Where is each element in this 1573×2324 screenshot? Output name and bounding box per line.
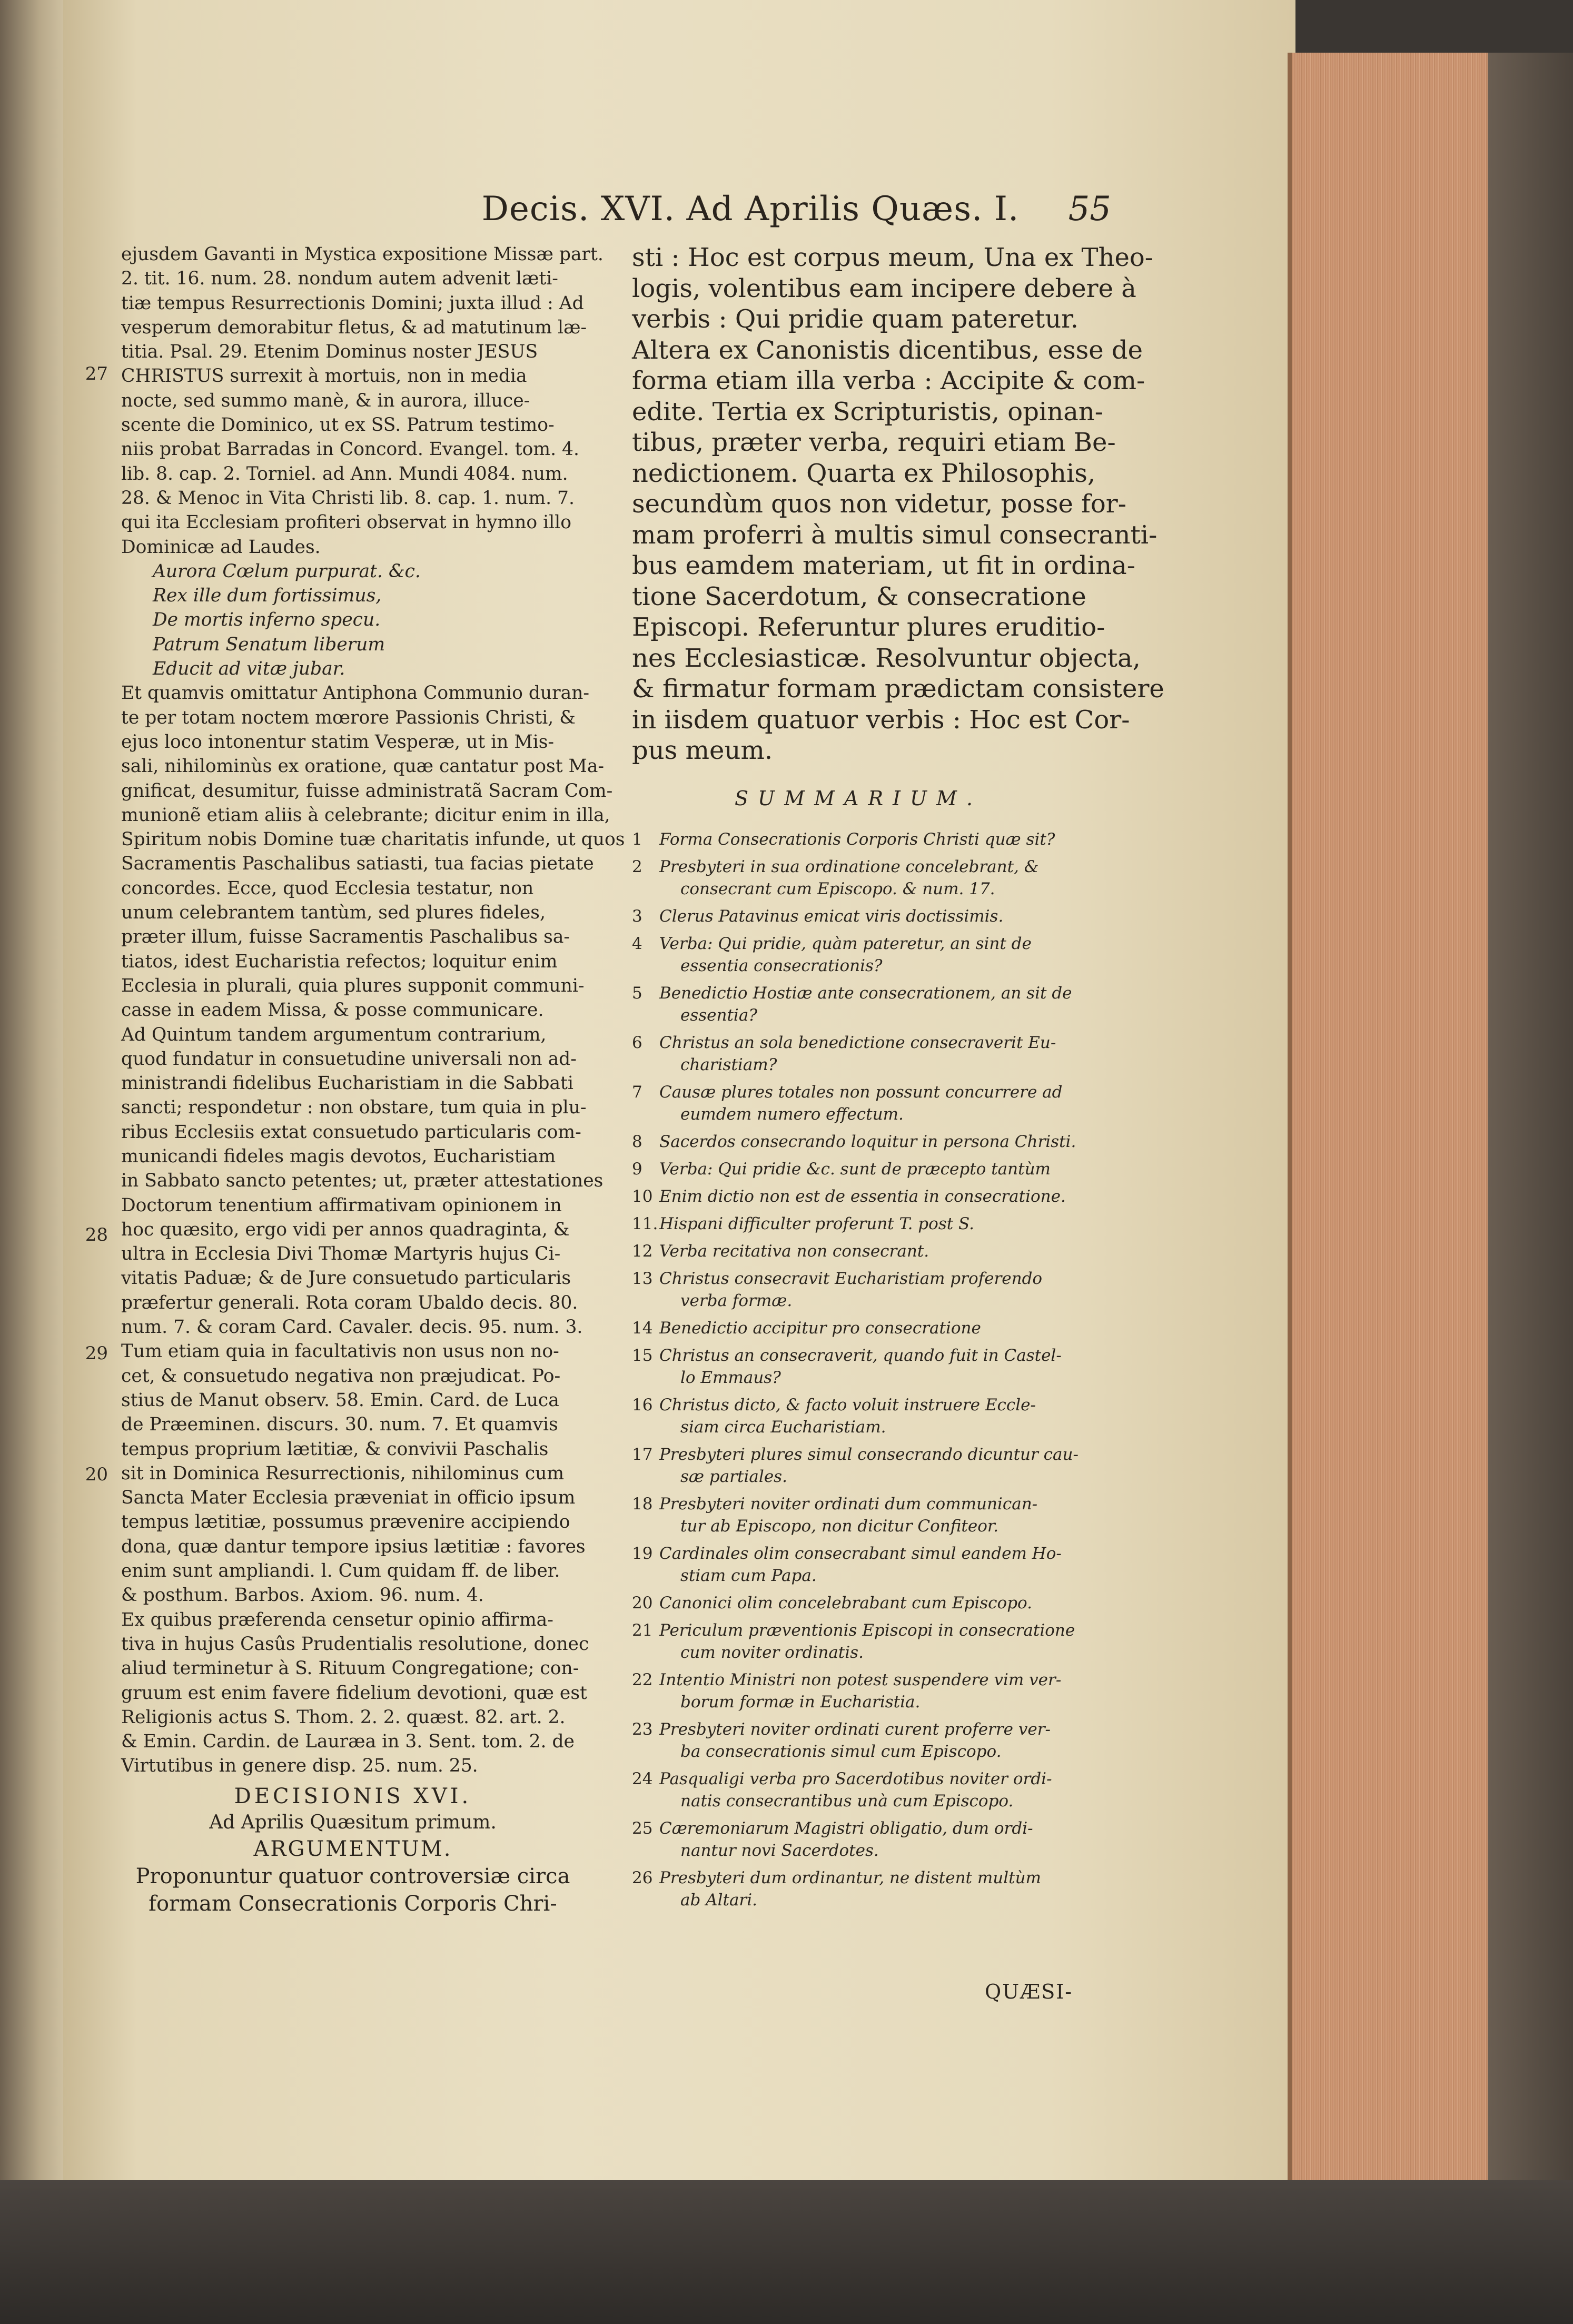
summarium-number: 10 [632,1186,653,1206]
summarium-text [659,1394,1036,1438]
summarium-line: Presbyteri noviter ordinati curent proferre ver- [659,1719,1051,1739]
summarium-item [632,1394,1085,1438]
summarium-text [659,1669,1061,1713]
summarium-line: siam circa Eucharistiam. [680,1417,886,1437]
text-line: scente die Dominico, ut ex SS. Patrum testimo- [121,414,555,436]
summarium-line: sæ partiales. [680,1467,787,1486]
text-line: quod fundatur in consuetudine universali non ad- [121,1048,577,1070]
summarium-number: 5 [632,983,642,1003]
summarium-text [659,982,1072,1026]
page-block-edge [1288,53,1492,2180]
summarium-text [659,1542,1062,1587]
summarium-text [659,1443,1079,1488]
summarium-item [632,1768,1085,1812]
summarium-line: Sacerdos consecrando loquitur in persona Christi. [659,1132,1076,1151]
text-line: tempus lætitiæ, possumus prævenire accipiendo [121,1511,570,1533]
summarium-text [659,1768,1052,1812]
text-line: 2. tit. 16. num. 28. nondum autem advenit læti- [121,268,558,290]
summarium-line: ba consecrationis simul cum Episcopo. [680,1742,1002,1761]
summarium-text [659,1081,1062,1125]
text-line: Rex ille dum fortissimus, [153,585,382,607]
summarium-item [632,1443,1085,1488]
summarium-number: 21 [632,1620,653,1640]
text-line: lib. 8. cap. 2. Torniel. ad Ann. Mundi 4084. num. [121,463,568,484]
text-line: præfertur generali. Rota coram Ubaldo decis. 80. [121,1292,578,1313]
text-line: sit in Dominica Resurrectionis, nihilominus cum [121,1462,565,1484]
text-line: in Sabbato sancto petentes; ut, præter attestationes [121,1170,604,1192]
text-line: ultra in Ecclesia Divi Thomæ Martyris hujus Ci- [121,1243,561,1265]
text-line: 28. & Menoc in Vita Christi lib. 8. cap. 1. num. 7. [121,487,575,509]
summarium-line: Clerus Patavinus emicat viris doctissimis. [659,906,1004,926]
summarium-text [659,1867,1041,1911]
summarium-line: tur ab Episcopo, non dicitur Confiteor. [680,1516,999,1536]
argumentum-text [632,242,1164,766]
text-line: dona, quæ dantur tempore ipsius lætitiæ : favores [121,1536,586,1557]
text-line: gruum est enim favere fidelium devotioni, quæ est [121,1682,587,1704]
left-column-body [121,681,625,1778]
text-line: Tum etiam quia in facultativis non usus non no- [121,1341,559,1362]
text-line: sali, nihilominùs ex oratione, quæ cantatur post Ma- [121,756,605,777]
text-line: Spiritum nobis Domine tuæ charitatis infunde, ut quos [121,829,625,851]
summarium-text [659,1317,981,1339]
summarium-line: Hispani difficulter proferunt T. post S. [659,1214,975,1233]
text-line: pus meum. [632,736,773,765]
summarium-line: stiam cum Papa. [680,1566,817,1585]
summarium-number: 6 [632,1033,642,1052]
text-line: enim sunt ampliandi. l. Cum quidam ff. de liber. [121,1560,560,1582]
summarium-line: Benedictio Hostiæ ante consecrationem, an sit de [659,983,1072,1003]
summarium-item [632,1619,1085,1664]
summarium-number: 13 [632,1269,653,1288]
summarium-item [632,1213,1085,1235]
text-line: te per totam noctem mœrore Passionis Christi, & [121,707,576,728]
text-line: tempus proprium lætitiæ, & convivii Paschalis [121,1438,549,1460]
summarium-number: 23 [632,1719,653,1739]
summarium-number: 17 [632,1445,653,1464]
summarium-line: lo Emmaus? [680,1368,781,1387]
summarium-text [659,1817,1033,1862]
decision-title: DECISIONIS XVI. [234,1784,472,1808]
text-line: præter illum, fuisse Sacramentis Paschalibus sa- [121,926,570,948]
summarium-item [632,1032,1085,1076]
summarium-text [659,1619,1075,1664]
text-line: Patrum Senatum liberum [153,634,385,655]
summarium-item [632,1185,1085,1208]
hymn-verse [121,559,585,681]
summarium-line: Christus consecravit Eucharistiam proferendo [659,1269,1043,1288]
text-line: concordes. Ecce, quod Ecclesia testatur, non [121,877,534,899]
summarium-item [632,1592,1085,1614]
text-line: tiatos, idest Eucharistia refectos; loquitur enim [121,951,558,972]
text-line: ribus Ecclesiis extat consuetudo particularis com- [121,1121,581,1143]
text-line: qui ita Ecclesiam profiteri observat in hymno illo [121,512,571,533]
summarium-number: 8 [632,1132,642,1151]
summarium-number: 19 [632,1544,653,1563]
text-line: Sacramentis Paschalibus satiasti, tua facias pietate [121,853,594,875]
summarium-text [659,1268,1042,1312]
summarium-line: Presbyteri in sua ordinatione concelebrant, & [659,857,1039,876]
text-line: tibus, præter verba, requiri etiam Be- [632,428,1116,457]
summarium-number: 7 [632,1082,642,1102]
summarium-line: natis consecrantibus unà cum Episcopo. [680,1791,1014,1811]
summarium-item [632,1867,1085,1911]
text-line: vitatis Paduæ; & de Jure consuetudo particularis [121,1268,571,1289]
summarium-line: Cardinales olim consecrabant simul eandem Ho- [659,1544,1062,1563]
text-line: logis, volentibus eam incipere debere à [632,273,1136,303]
summarium-item [632,1131,1085,1153]
catchword: QUÆSI- [985,1980,1073,2003]
text-line: & Emin. Cardin. de Lauræa in 3. Sent. tom. 2. de [121,1731,575,1753]
summarium-line: Christus an consecraverit, quando fuit in Castel- [659,1346,1062,1365]
text-line: nedictionem. Quarta ex Philosophis, [632,458,1096,488]
text-line: verbis : Qui pridie quam pateretur. [632,304,1079,334]
text-line: Religionis actus S. Thom. 2. 2. quæst. 82. art. 2. [121,1706,566,1728]
summarium-line: essentia consecrationis? [680,956,883,975]
text-line: CHRISTUS surrexit à mortuis, non in media [121,365,527,387]
text-line: Ad Quintum tandem argumentum contrarium, [121,1024,547,1045]
text-line: Ecclesia in plurali, quia plures supponit communi- [121,975,585,996]
text-line: in iisdem quatuor verbis : Hoc est Cor- [632,705,1130,735]
text-line: hoc quæsito, ergo vidi per annos quadraginta, & [121,1219,570,1240]
text-line: Educit ad vitæ jubar. [153,658,345,680]
summarium-text [659,1185,1066,1208]
text-line: vesperum demorabitur fletus, & ad matutinum læ- [121,317,587,338]
summarium-text [659,1032,1056,1076]
left-column-opening [121,242,604,559]
summarium-line: Presbyteri plures simul consecrando dicuntur cau- [659,1445,1079,1464]
text-line: ejus loco intonentur statim Vesperæ, ut in Mis- [121,731,555,753]
cover-shadow [1488,53,1573,2180]
text-line: ministrandi fidelibus Eucharistiam in die Sabbati [121,1073,573,1094]
summarium-line: borum formæ in Eucharistia. [680,1692,921,1712]
background-below-book [0,2180,1573,2324]
summarium-number: 14 [632,1318,653,1338]
margin-number: 28 [85,1224,108,1245]
text-line: municandi fideles magis devotos, Eucharistiam [121,1145,556,1167]
summarium-list [632,828,1085,1916]
summarium-line: Enim dictio non est de essentia in consecratione. [659,1186,1066,1206]
text-line: Dominicæ ad Laudes. [121,536,321,558]
summarium-item [632,1817,1085,1862]
summarium-line: ab Altari. [680,1890,758,1910]
summarium-item [632,1344,1085,1389]
margin-number: 27 [85,363,108,384]
text-line: sancti; respondetur : non obstare, tum quia in plu- [121,1097,587,1119]
text-line: edite. Tertia ex Scripturistis, opinan- [632,397,1103,427]
summarium-line: Presbyteri dum ordinantur, ne distent multùm [659,1868,1041,1887]
text-line: ejusdem Gavanti in Mystica expositione Missæ part. [121,244,604,265]
summarium-line: verba formæ. [680,1291,793,1310]
summarium-line: Forma Consecrationis Corporis Christi quæ sit? [659,829,1055,849]
summarium-text [659,1344,1062,1389]
summarium-line: Verba: Qui pridie &c. sunt de præcepto tantùm [659,1159,1051,1179]
summarium-text [659,1493,1037,1537]
summarium-number: 1 [632,829,642,849]
summarium-number: 16 [632,1395,653,1415]
text-line: casse in eadem Missa, & posse communicare. [121,1000,544,1021]
summarium-text [659,1240,929,1262]
summarium-line: Benedictio accipitur pro consecratione [659,1318,981,1338]
proposition-line: Proponuntur quatuor controversiæ circa [135,1864,570,1888]
summarium-line: charistiam? [680,1055,777,1074]
summarium-number: 3 [632,906,642,926]
summarium-text [659,1131,1076,1153]
argumentum-heading: ARGUMENTUM. [253,1836,452,1861]
text-line: De mortis inferno specu. [153,609,381,631]
summarium-text [659,856,1038,900]
text-line: tiva in hujus Casûs Prudentialis resolutione, donec [121,1633,589,1655]
text-line: titia. Psal. 29. Etenim Dominus noster JESUS [121,341,538,363]
text-line: secundùm quos non videtur, posse for- [632,489,1126,519]
page-number: 55 [1068,190,1111,229]
summarium-number: 15 [632,1346,653,1365]
summarium-text [659,1158,1051,1180]
text-line: Virtutibus in genere disp. 25. num. 25. [121,1755,478,1777]
text-line: gnificat, desumitur, fuisse administratã Sacram Com- [121,780,613,802]
summarium-text [659,1213,974,1235]
text-line: Altera ex Canonistis dicentibus, esse de [632,335,1143,365]
text-line: & posthum. Barbos. Axiom. 96. num. 4. [121,1585,484,1606]
summarium-item [632,1081,1085,1125]
summarium-item [632,1240,1085,1262]
text-line: & firmatur formam prædictam consistere [632,674,1164,704]
text-line: sti : Hoc est corpus meum, Una ex Theo- [632,243,1153,272]
margin-number: 29 [85,1343,108,1364]
text-line: num. 7. & coram Card. Cavaler. decis. 95. num. 3. [121,1317,583,1338]
summarium-number: 2 [632,857,642,876]
summarium-item [632,1493,1085,1537]
summarium-line: essentia? [680,1005,757,1025]
summarium-number: 12 [632,1241,653,1261]
summarium-text [659,905,1003,927]
summarium-item [632,1542,1085,1587]
summarium-line: Periculum præventionis Episcopi in consecratione [659,1620,1075,1640]
summarium-number: 11. [632,1214,658,1233]
summarium-item [632,1268,1085,1312]
summarium-number: 4 [632,934,642,953]
summarium-line: Pasqualigi verba pro Sacerdotibus noviter ordi- [659,1769,1052,1788]
text-line: tiæ tempus Resurrectionis Domini; juxta illud : Ad [121,292,584,314]
text-line: aliud terminetur à S. Rituum Congregatione; con- [121,1658,579,1679]
proposition-line: formam Consecrationis Corporis Chri- [149,1891,557,1916]
summarium-item [632,1718,1085,1763]
text-line: Et quamvis omittatur Antiphona Communio duran- [121,683,590,704]
decision-subtitle: Ad Aprilis Quæsitum primum. [209,1811,497,1833]
summarium-item [632,1317,1085,1339]
text-line: de Præeminen. discurs. 30. num. 7. Et quamvis [121,1414,558,1436]
summarium-item [632,1158,1085,1180]
summarium-line: cum noviter ordinatis. [680,1643,864,1662]
margin-number: 20 [85,1464,108,1485]
summarium-text [659,828,1055,851]
summarium-number: 20 [632,1593,653,1613]
text-line: Ex quibus præferenda censetur opinio affirma- [121,1609,553,1630]
text-line: nocte, sed summo manè, & in aurora, illuce- [121,390,530,411]
summarium-number: 18 [632,1494,653,1514]
text-line: Sancta Mater Ecclesia præveniat in officio ipsum [121,1487,576,1509]
text-line: unum celebrantem tantùm, sed plures fideles, [121,902,546,924]
summarium-number: 24 [632,1769,653,1788]
text-line: cet, & consuetudo negativa non præjudicat. Po- [121,1365,561,1387]
right-column [632,242,1164,1916]
summarium-line: Cæremoniarum Magistri obligatio, dum ordi- [659,1818,1033,1838]
running-head: Decis. XVI. Ad Aprilis Quæs. I. [481,190,1020,229]
left-page-edge [0,0,74,2324]
summarium-text [659,1592,1032,1614]
text-line: mam proferri à multis simul consecranti- [632,520,1158,550]
summarium-number: 25 [632,1818,653,1838]
summarium-line: Verba recitativa non consecrant. [659,1241,929,1261]
summarium-line: Christus an sola benedictione consecraverit Eu- [659,1033,1056,1052]
text-line: niis probat Barradas in Concord. Evangel. tom. 4. [121,439,579,460]
summarium-number: 22 [632,1670,653,1689]
left-column [121,242,625,1917]
summarium-item [632,905,1085,927]
text-line: Doctorum tenentium affirmativam opinionem in [121,1194,562,1216]
summarium-line: Verba: Qui pridie, quàm pateretur, an sint de [659,934,1032,953]
summarium-text [659,1718,1051,1763]
summarium-line: nantur novi Sacerdotes. [680,1841,879,1860]
summarium-number: 9 [632,1159,642,1179]
summarium-line: eumdem numero effectum. [680,1104,904,1124]
summarium-title: SUMMARIUM. [735,786,982,810]
summarium-line: consecrant cum Episcopo. & num. 17. [680,879,995,898]
summarium-item [632,856,1085,900]
text-line: forma etiam illa verba : Accipite & com- [632,366,1145,395]
summarium-line: Christus dicto, & facto voluit instruere Eccle- [659,1395,1036,1415]
text-line: bus eamdem materiam, ut fit in ordina- [632,551,1135,580]
summarium-item [632,1669,1085,1713]
text-line: Episcopi. Referuntur plures eruditio- [632,612,1105,642]
text-line: stius de Manut observ. 58. Emin. Card. de Luca [121,1389,559,1411]
summarium-item [632,828,1085,851]
summarium-item [632,933,1085,977]
text-line: tione Sacerdotum, & consecratione [632,581,1086,611]
summarium-line: Presbyteri noviter ordinati dum communican- [659,1494,1038,1514]
text-line: Aurora Cœlum purpurat. &c. [153,560,421,582]
summarium-line: Canonici olim concelebrabant cum Episcopo. [659,1593,1033,1613]
summarium-line: Intentio Ministri non potest suspendere vim ver- [659,1670,1062,1689]
summarium-number: 26 [632,1868,653,1887]
text-line: munionẽ etiam aliis à celebrante; dicitur enim in illa, [121,804,610,826]
text-line: nes Ecclesiasticæ. Resolvuntur objecta, [632,643,1141,673]
summarium-text [659,933,1032,977]
summarium-line: Causæ plures totales non possunt concurrere ad [659,1082,1063,1102]
summarium-item [632,982,1085,1026]
